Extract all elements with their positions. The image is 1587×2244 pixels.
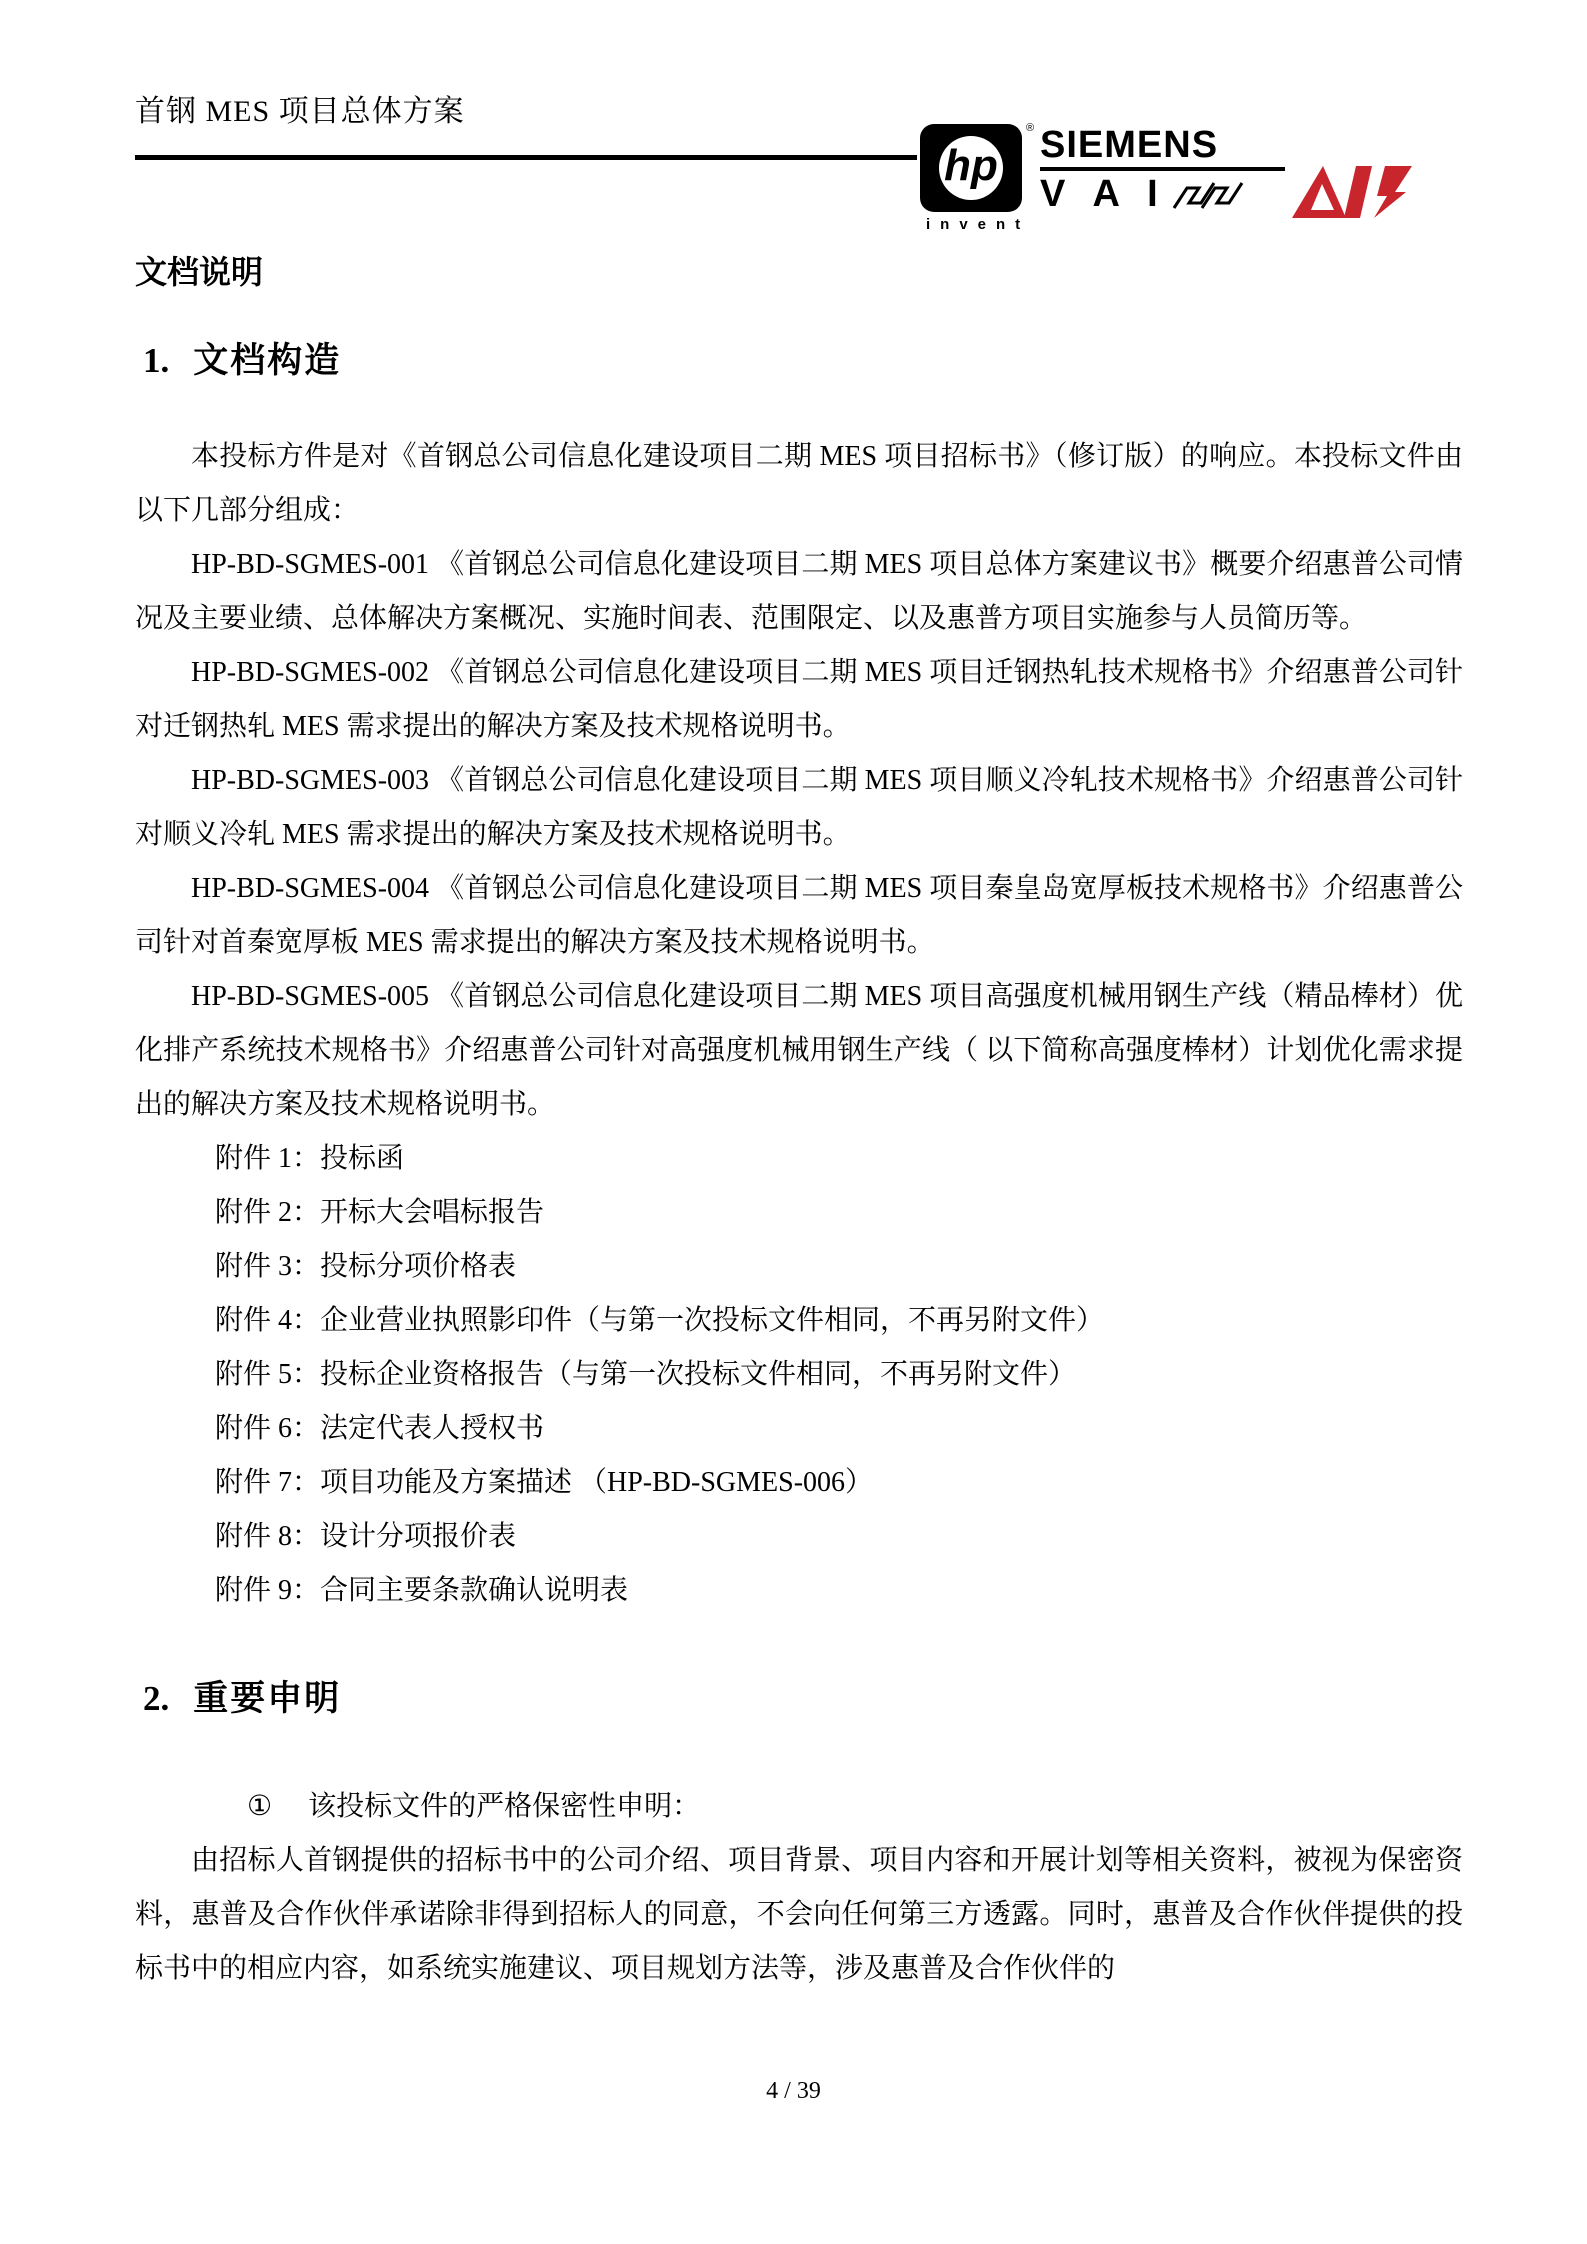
hp-logo	[920, 122, 1035, 233]
document-item-004: HP-BD-SGMES-004 《首钢总公司信息化建设项目二期 MES 项目秦皇岛宽厚板技术规格书》介绍惠普公司针对首秦宽厚板 MES 需求提出的解决方案及技术规格说明书。	[135, 873, 1463, 958]
attachment-item-8: 附件 8：设计分项报价表	[215, 1521, 517, 1552]
siemens-vai-logo	[1040, 126, 1290, 213]
confidentiality-clause-line	[135, 1780, 1463, 1834]
intro-paragraph: 本投标方件是对《首钢总公司信息化建设项目二期 MES 项目招标书》（修订版）的响应。本投标文件由以下几部分组成：	[135, 441, 1463, 526]
doc-notes-heading: 文档说明	[135, 254, 264, 290]
attachment-item-4: 附件 4：企业营业执照影印件（与第一次投标文件相同，不再另附文件）	[215, 1305, 1105, 1336]
section1-heading	[135, 338, 1463, 384]
attachment-item-2: 附件 2：开标大会唱标报告	[215, 1197, 545, 1228]
document-item-002: HP-BD-SGMES-002 《首钢总公司信息化建设项目二期 MES 项目迁钢热轧技术规格书》介绍惠普公司针对迁钢热轧 MES 需求提出的解决方案及技术规格说明书。	[135, 657, 1463, 742]
document-item-001: HP-BD-SGMES-001 《首钢总公司信息化建设项目二期 MES 项目总体方案建议书》概要介绍惠普公司情况及主要业绩、总体解决方案概况、实施时间表、范围限定、以及惠普方项目实施参与人员简历等。	[135, 549, 1463, 634]
vai-wordmark: V A I	[1040, 173, 1167, 215]
attachment-item-3: 附件 3：投标分项价格表	[215, 1251, 517, 1282]
section1-title: 文档构造	[193, 341, 342, 380]
hp-logo-circle	[939, 136, 1003, 200]
section2-number: 2.	[143, 1679, 170, 1718]
hp-logo-letters: hp	[944, 141, 998, 190]
attachment-item-1: 附件 1：投标函	[215, 1143, 405, 1174]
ais-logo	[1290, 156, 1412, 226]
vai-row	[1040, 173, 1290, 213]
confidentiality-paragraph: 由招标人首钢提供的招标书中的公司介绍、项目背景、项目内容和开展计划等相关资料，被视为保密资料，惠普及合作伙伴承诺除非得到招标人的同意，不会向任何第三方透露。同时，惠普及合作伙伴提供的投标书中的相应内容，如系统实施建议、项目规划方法等，涉及惠普及合作伙伴的	[135, 1845, 1463, 1984]
document-item-005: HP-BD-SGMES-005 《首钢总公司信息化建设项目二期 MES 项目高强度机械用钢生产线（精品棒材）优化排产系统技术规格书》介绍惠普公司针对高强度机械用钢生产线（ 以下简称高强度棒材）计划优化需求提出的解决方案及技术规格说明书。	[135, 981, 1463, 1120]
circled-one-marker: ①	[247, 1791, 273, 1822]
header-rule	[135, 155, 917, 160]
section1-body	[135, 430, 1463, 1132]
document-header-title: 首钢 MES 项目总体方案	[135, 95, 465, 128]
siemens-logo-rule	[1040, 167, 1285, 171]
document-item-003: HP-BD-SGMES-003 《首钢总公司信息化建设项目二期 MES 项目顺义冷轧技术规格书》介绍惠普公司针对顺义冷轧 MES 需求提出的解决方案及技术规格说明书。	[135, 765, 1463, 850]
section1-number: 1.	[143, 341, 170, 380]
attachments-list	[135, 1132, 1463, 1618]
section2-heading	[135, 1676, 1463, 1722]
attachment-item-5: 附件 5：投标企业资格报告（与第一次投标文件相同，不再另附文件）	[215, 1359, 1077, 1390]
document-body	[135, 252, 1463, 1996]
hp-invent-label: invent	[926, 216, 1031, 233]
section2-body	[135, 1834, 1463, 1996]
attachment-item-6: 附件 6：法定代表人授权书	[215, 1413, 545, 1444]
page-number-indicator: 4 / 39	[766, 2078, 821, 2104]
section2-title: 重要申明	[193, 1679, 342, 1718]
confidentiality-clause-title: 该投标文件的严格保密性申明：	[308, 1791, 701, 1822]
attachment-item-7: 附件 7：项目功能及方案描述 （HP-BD-SGMES-006）	[215, 1467, 874, 1498]
siemens-wordmark: SIEMENS	[1040, 124, 1219, 166]
attachment-item-9: 附件 9：合同主要条款确认说明表	[215, 1575, 629, 1606]
registered-mark-icon: ®	[1026, 122, 1035, 134]
vai-zigzag-icon	[1171, 173, 1245, 211]
hp-logo-box	[920, 124, 1022, 212]
